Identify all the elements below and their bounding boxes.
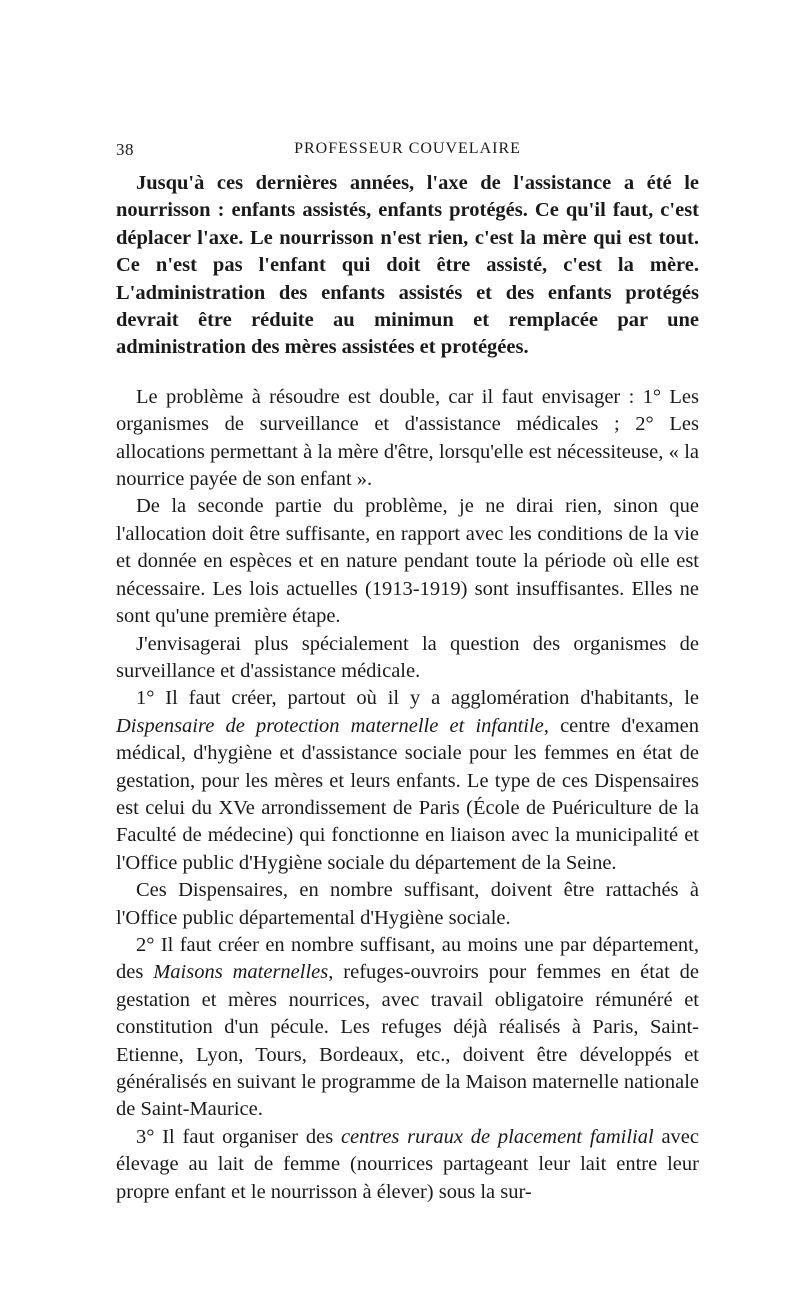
- paragraph-gap: [116, 362, 699, 384]
- paragraph-7-text-a: 2° Il faut créer en nombre suffisant, au moins une par département, des: [116, 933, 699, 984]
- paragraph-5-text-b: , centre d'examen médical, d'hygiène et d'assistance sociale pour les femmes en état de gestation, pour les mères et leurs enfants. Le type de ces Dispensaires est celui du XVe arrondissement de Paris (École de Puériculture de la Faculté de médecine) qui fonctionne en liaison avec la municipalité et l'Office public d'Hygiène sociale du département de la Seine.: [116, 714, 699, 874]
- paragraph-8-text-a: 3° Il faut organiser des: [136, 1125, 341, 1148]
- book-page: [116, 140, 699, 1206]
- paragraph-7: [116, 932, 699, 1124]
- paragraph-2: Le problème à résoudre est double, car il faut envisager : 1° Les organismes de surveillance et d'assistance médicales ; 2° Les allocations permettant à la mère d'être, lorsqu'elle est nécessiteuse, « la nourrice payée de son enfant ».: [116, 385, 699, 491]
- paragraph-5-text-a: 1° Il faut créer, partout où il y a agglomération d'habitants, le: [136, 687, 699, 710]
- paragraph-3: De la seconde partie du problème, je ne dirai rien, sinon que l'allocation doit être suffisante, en rapport avec les conditions de la vie et donnée en espèces et en nature pendant toute la période où elle est nécessaire. Les lois actuelles (1913-1919) sont insuffisantes. Elles ne sont qu'une première étape.: [116, 495, 699, 628]
- paragraph-5: [116, 685, 699, 877]
- paragraph-5-italic: Dispensaire de protection maternelle et infantile: [116, 714, 544, 737]
- paragraph-7-text-b: , refuges-ouvroirs pour femmes en état de gestation et mères nourrices, avec travail obligatoire rémunéré et constitution d'un pécule. Les refuges déjà réalisés à Paris, Saint-Etienne, Lyon, Tours, Bordeaux, etc., doivent être développés et généralisés en suivant le programme de la Maison maternelle nationale de Saint-Maurice.: [116, 961, 700, 1121]
- page-number: 38: [116, 140, 134, 159]
- paragraph-1: Jusqu'à ces dernières années, l'axe de l'assistance a été le nourrisson : enfants assistés, enfants protégés. Ce qu'il faut, c'est déplacer l'axe. Le nourrisson n'est rien, c'est la mère qui est tout. Ce n'est pas l'enfant qui doit être assisté, c'est la mère. L'administration des enfants assistés et des enfants protégés devrait être réduite au minimun et remplacée par une administration des mères assistées et protégées.: [116, 172, 699, 359]
- paragraph-6: Ces Dispensaires, en nombre suffisant, doivent être rattachés à l'Office public départemental d'Hygiène sociale.: [116, 879, 699, 929]
- paragraph-7-italic: Maisons maternelles: [153, 961, 329, 984]
- paragraph-4: J'envisagerai plus spécialement la question des organismes de surveillance et d'assistance médicale.: [116, 632, 699, 682]
- paragraph-8-text-b: avec élevage au lait de femme (nourrices partageant leur lait entre leur propre enfant et le nourrisson à élever) sous la sur-: [116, 1125, 699, 1203]
- body-text: [116, 170, 699, 1206]
- paragraph-8: [116, 1124, 699, 1206]
- page-header: [116, 140, 699, 170]
- running-head: PROFESSEUR COUVELAIRE: [294, 140, 521, 157]
- paragraph-8-italic: centres ruraux de placement familial: [340, 1125, 654, 1148]
